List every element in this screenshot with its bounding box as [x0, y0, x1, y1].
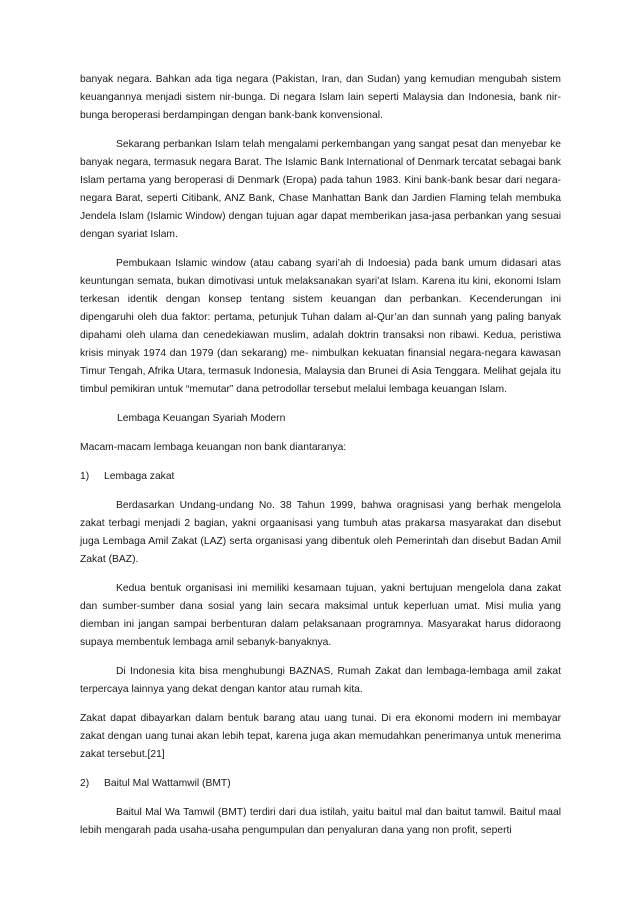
document-page	[80, 71, 561, 851]
paragraph-zakat-payment: Zakat dapat dibayarkan dalam bentuk barang atau uang tunai. Di era ekonomi modern ini membayar zakat dengan uang tunai akan lebih tepat, karena juga akan memudahkan penerimanya untuk menerima zakat tersebut.[21]	[80, 713, 561, 760]
list-item-zakat	[80, 468, 561, 486]
paragraph-zakat-law: Berdasarkan Undang-undang No. 38 Tahun 1999, bahwa oragnisasi yang berhak mengelola zakat terbagi menjadi 2 bagian, yakni orgaanisasi yang tumbuh atas prakarsa masyarakat dan disebut juga Lembaga Amil Zakat (LAZ) serta organisasi yang dibentuk oleh Pemerintah dan disebut Badan Amil Zakat (BAZ).	[80, 500, 561, 565]
paragraph-bmt-definition: Baitul Mal Wa Tamwil (BMT) terdiri dari dua istilah, yaitu baitul mal dan baitut tamwil. Baitul maal lebih mengarah pada usaha-usaha pengumpulan dan penyaluran dana yang non profit, seperti	[80, 807, 561, 836]
paragraph-zakat-organizations: Kedua bentuk organisasi ini memiliki kesamaan tujuan, yakni bertujuan mengelola dana zakat dan sumber-sumber dana sosial yang lain secara maksimal untuk keperluan umat. Misi mulia yang diemban ini jangan sampai berbenturan dalam pelaksanaan programnya. Masyarakat harus didoraong supaya membentuk lembaga amil sebanyk-banyaknya.	[80, 583, 561, 648]
list-number: 1)	[80, 471, 90, 482]
section-heading: Lembaga Keuangan Syariah Modern	[117, 413, 286, 424]
list-number: 2)	[80, 778, 90, 789]
paragraph-islamic-banking-growth: Sekarang perbankan Islam telah mengalami perkembangan yang sangat pesat dan menyebar ke banyak negara, termasuk negara Barat. The Islamic Bank International of Denmark tercatat sebagai bank Islam pertama yang beroperasi di Denmark (Eropa) pada tahun 1983. Kini bank-bank besar dari negara-negara Barat, seperti Citibank, ANZ Bank, Chase Manhattan Bank dan Jardien Flaming telah membuka Jendela Islam (Islamic Window) dengan tujuan agar dapat memberikan jasa-jasa perbankan yang sesuai dengan syariat Islam.	[80, 139, 561, 240]
paragraph-islamic-window: Pembukaan Islamic window (atau cabang syari’ah di Indoesia) pada bank umum didasari atas keuntungan semata, bukan dimotivasi untuk melaksanakan syari’at Islam. Karena itu kini, ekonomi Islam terkesan identik dengan konsep tentang sistem keuangan dan perbankan. Kecenderungan ini dipengaruhi oleh dua faktor: pertama, petunjuk Tuhan dalam al-Qur’an dan sunnah yang paling banyak dipahami oleh ulama dan cenedekiawan muslim, adalah doktrin transaksi non ribawi. Kedua, peristiwa krisis minyak 1974 dan 1979 (dan sekarang) me- nimbulkan kekuatan finansial negara-negara kawasan Timur Tengah, Afrika Utara, termasuk Indonesia, Malaysia dan Brunei di Asia Tenggara. Melihat gejala itu timbul pemikiran untuk “memutar” dana petrodollar tersebut melalui lembaga keuangan Islam.	[80, 258, 561, 395]
list-label: Baitul Mal Wattamwil (BMT)	[104, 778, 231, 789]
paragraph-baznas: Di Indonesia kita bisa menghubungi BAZNAS, Rumah Zakat dan lembaga-lembaga amil zakat terpercaya lainnya yang dekat dengan kantor atau rumah kita.	[80, 666, 561, 695]
list-intro: Macam-macam lembaga keuangan non bank diantaranya:	[80, 442, 347, 453]
list-item-bmt	[80, 775, 561, 793]
list-label: Lembaga zakat	[104, 471, 175, 482]
paragraph-intro-countries: banyak negara. Bahkan ada tiga negara (Pakistan, Iran, dan Sudan) yang kemudian mengubah sistem keuangannya menjadi sistem nir-bunga. Di negara Islam lain seperti Malaysia dan Indonesia, bank nir-bunga beroperasi berdampingan dengan bank-bank konvensional.	[80, 74, 561, 121]
